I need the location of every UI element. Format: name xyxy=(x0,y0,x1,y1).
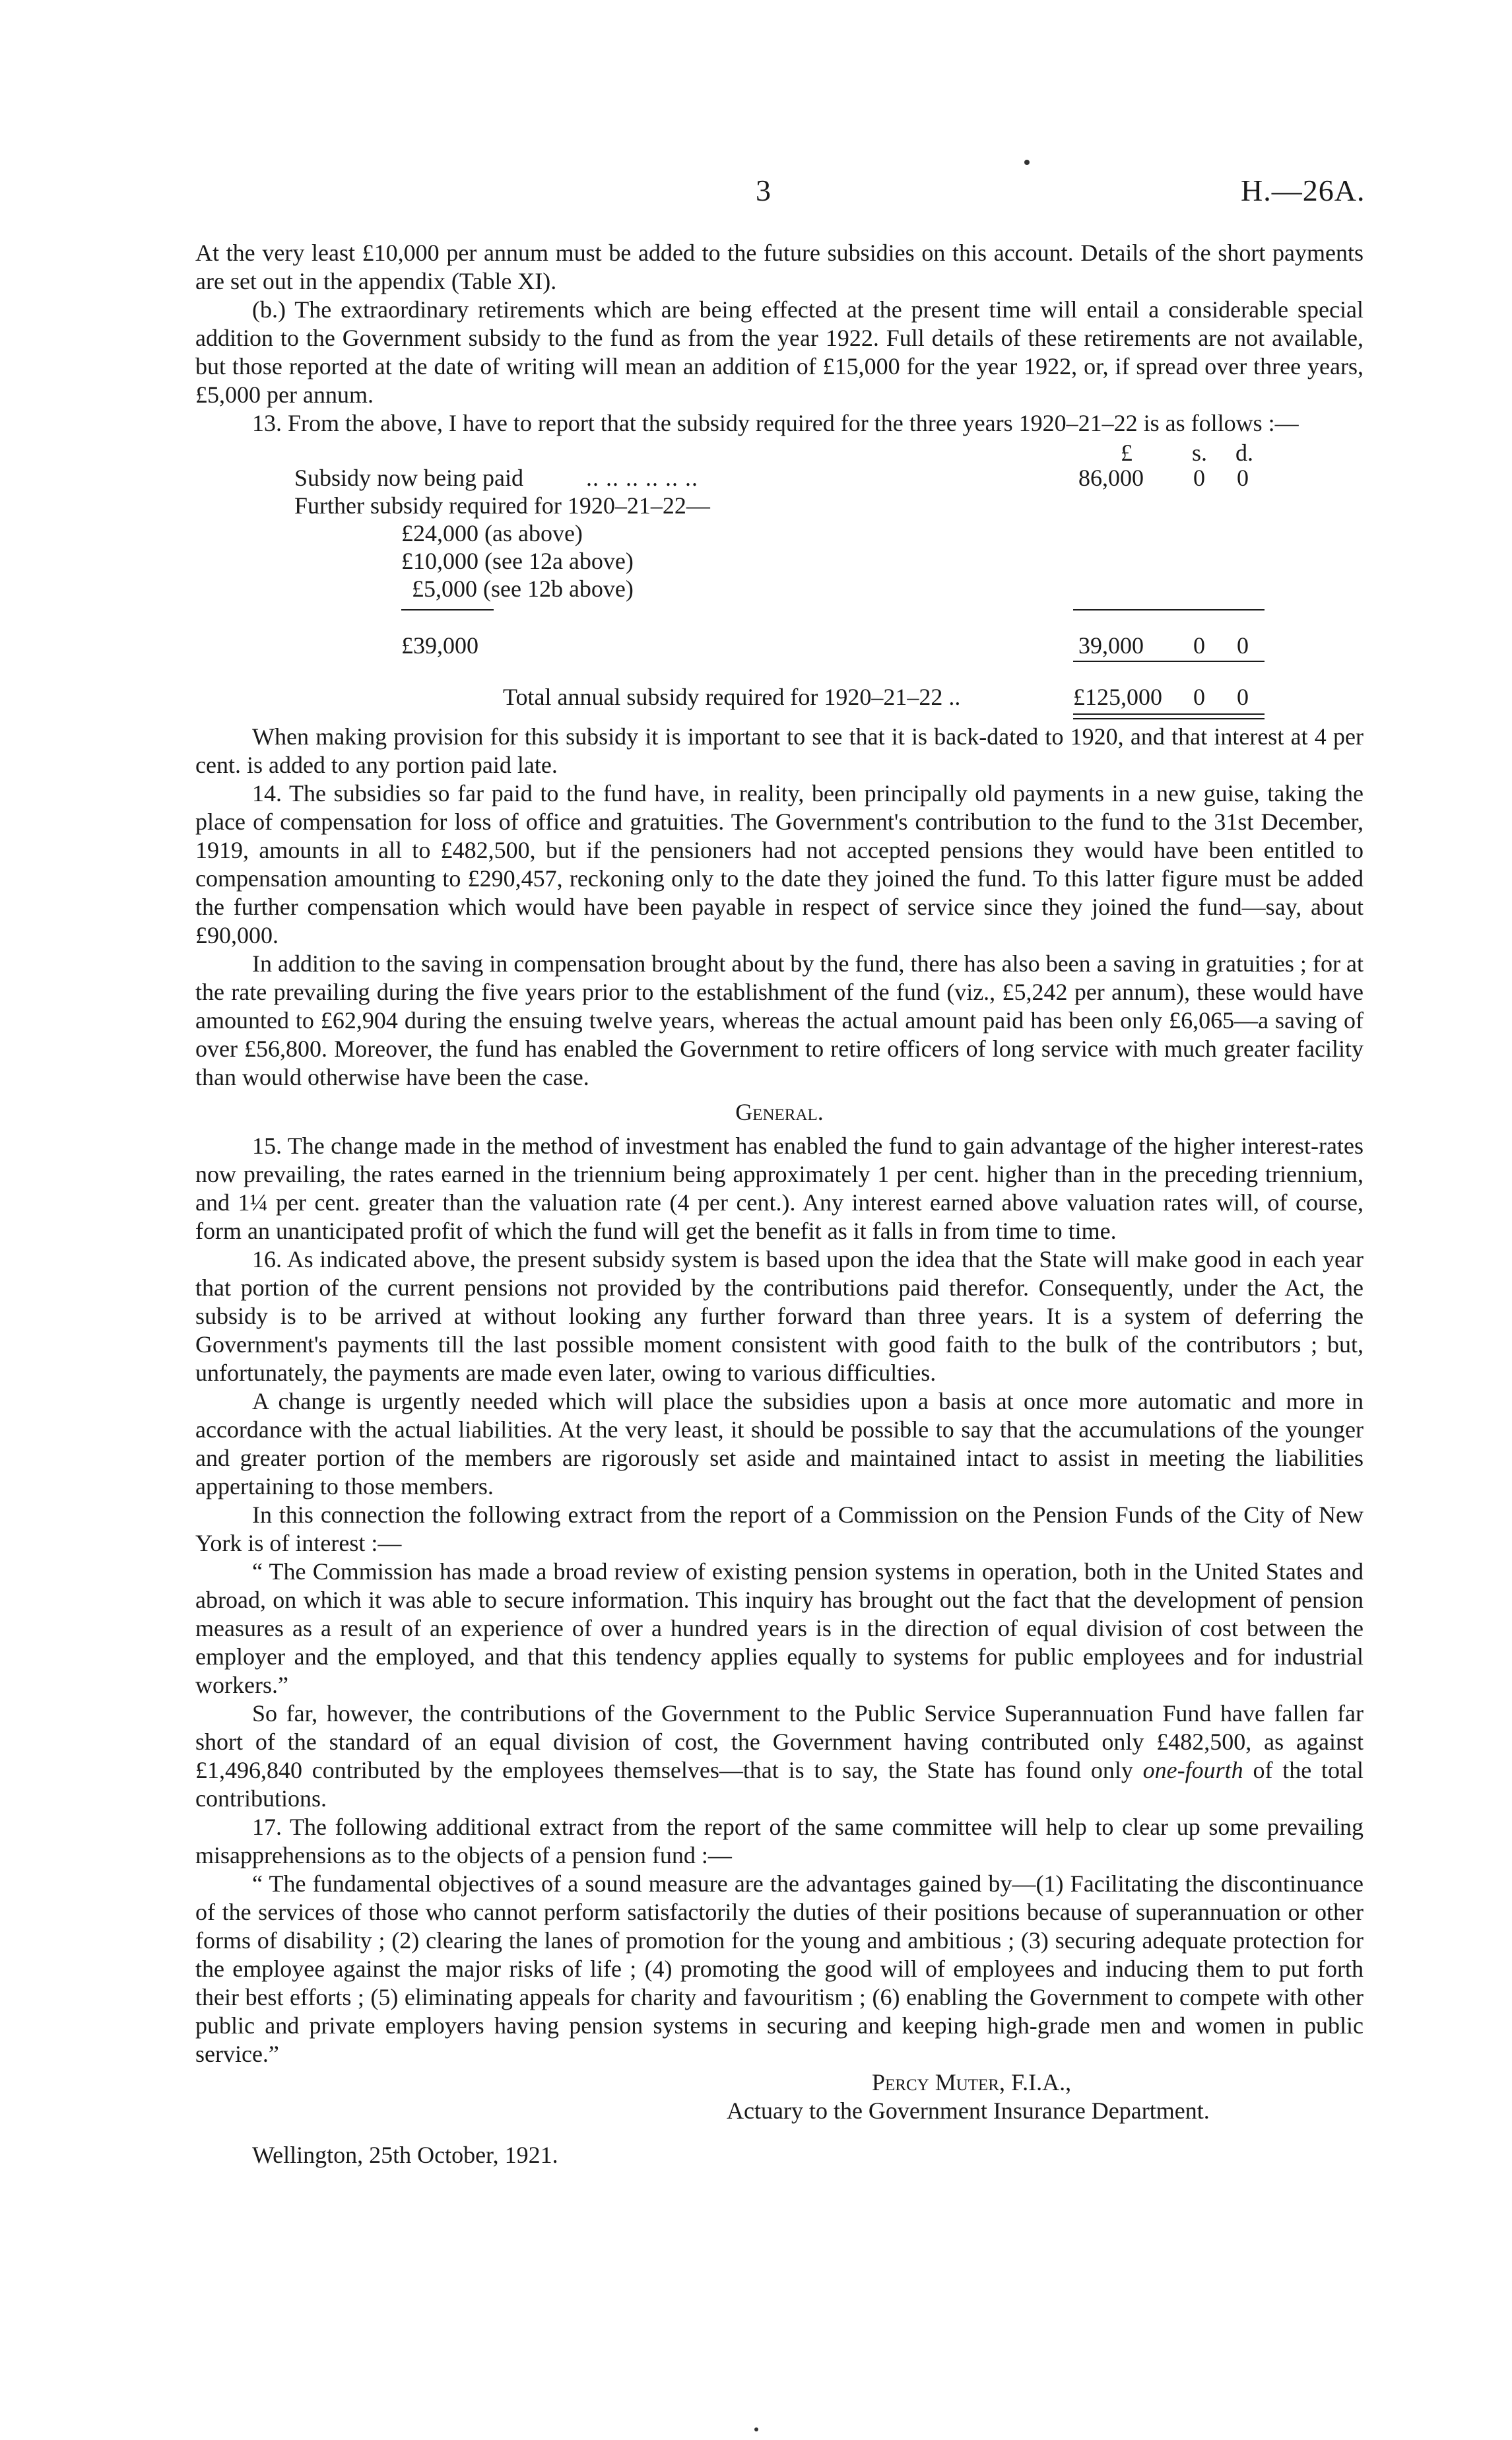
row-further-shillings: 0 xyxy=(1193,632,1205,659)
paragraph-objectives-quote: “ The fundamental objectives of a sound measure are the advantages gained by—(1) Facilitating the discontinuance of the services of those who cannot perform satisfactorily the duties of their positions because of superannuation or other forms of disability ; (2) clearing the lanes of promotion for the young and ambitious ; (3) securing adequate protection for the employee against the major risks of life ; (4) promoting the good will of employees and inducing them to put forth their best efforts ; (5) eliminating appeals for charity and favouritism ; (6) enabling the Government to compete with other public and private employers having pension systems in securing and keeping high-grade men and women in public service.” xyxy=(195,1870,1364,2067)
row-subsidy-now-label: Subsidy now being paid xyxy=(294,465,523,491)
subtotal-rule xyxy=(401,609,494,610)
row-subsidy-now-pence: 0 xyxy=(1237,465,1249,491)
document-reference: H.—26A. xyxy=(1241,174,1365,207)
row-further-pounds: 39,000 xyxy=(1078,632,1144,659)
paragraph-one-fourth-text-a: So far, however, the contributions of the Government to the Public Service Superannuation Fund have fallen far short of the standard of an equal division of cost, the Government having contributed only £482,500, as against £1,496,840 contributed by the employees themselves—that is to say, the State has found only xyxy=(195,1700,1364,1783)
row-subsidy-now-leader: .. .. .. .. .. .. xyxy=(586,465,698,491)
speck-mark-bottom xyxy=(754,2427,758,2431)
total-double-rule xyxy=(1073,713,1265,719)
place-and-date: Wellington, 25th October, 1921. xyxy=(252,2142,558,2168)
col-header-shillings: s. xyxy=(1192,440,1208,466)
speck-mark xyxy=(1024,160,1030,165)
paragraph-14: 14. The subsidies so far paid to the fund have, in reality, been principally old payments in a new guise, taking the place of compensation for loss of office and gratuities. The Government's contribution to the fund to the 31st December, 1919, amounts in all to £482,500, but if the pensioners had not accepted pensions they would have been entitled to compensation amounting to £290,457, reckoning only to the date they joined the fund. To this latter figure must be added the further compensation which would have been payable in respect of service since they joined the fund—say, about £90,000. xyxy=(195,780,1364,948)
signature-block xyxy=(195,2068,1364,2174)
row-further-pence: 0 xyxy=(1237,632,1249,659)
section-heading-general: General. xyxy=(735,1099,824,1125)
row-further-subsidy-label: Further subsidy required for 1920–21–22— xyxy=(294,492,710,519)
one-fourth-emphasis: one-fourth xyxy=(1142,1757,1243,1783)
sub-item-10000: £10,000 (see 12a above) xyxy=(401,548,634,574)
total-pounds: £125,000 xyxy=(1073,684,1162,710)
paragraph-13: 13. From the above, I have to report that the subsidy required for the three years 1920–21–22 is as follows :— xyxy=(252,410,1299,436)
paragraph-change-needed: A change is urgently needed which will place the subsidies upon a basis at once more automatic and more in accordance with the actual liabilities. At the very least, it should be possible to say that the accumulations of the younger and greater portion of the members are rigorously set aside and maintained intact to assist in meeting the liabilities appertaining to those members. xyxy=(195,1388,1364,1500)
signatory-title: Actuary to the Government Insurance Department. xyxy=(727,2097,1210,2124)
amount-rule xyxy=(1073,609,1265,610)
sub-item-24000: £24,000 (as above) xyxy=(401,520,583,546)
paragraph-16: 16. As indicated above, the present subsidy system is based upon the idea that the State will make good in each year that portion of the current pensions not provided by the contributions paid therefor. Consequently, under the Act, the subsidy is to be arrived at without looking any further forward than three years. It is a system of deferring the Government's payments till the last possible moment consistent with good faith to the bulk of the contributors ; but, unfortunately, the payments are made even later, owing to various difficulties. xyxy=(195,1246,1364,1386)
col-header-pence: d. xyxy=(1235,440,1253,466)
paragraph-short-payments: At the very least £10,000 per annum must be added to the future subsidies on this account. Details of the short payments are set out in the appendix (Table XI). xyxy=(195,240,1364,294)
paragraph-commission-quote: “ The Commission has made a broad review of existing pension systems in operation, both in the United States and abroad, on which it was able to secure information. This inquiry has brought out the fact that the development of pension measures as a result of an experience of over a hundred years is in the direction of equal division of cost between the employer and the employed, and that this tendency applies equally to systems for public employees and for industrial workers.” xyxy=(195,1558,1364,1698)
subtotal-39000: £39,000 xyxy=(401,632,478,659)
signatory-name: Percy Muter, F.I.A., xyxy=(872,2069,1072,2095)
paragraph-15: 15. The change made in the method of investment has enabled the fund to gain advantage of the higher interest-rates now prevailing, the rates earned in the triennium being approximately 1 per cent. higher than in the preceding triennium, and 1¼ per cent. greater than the valuation rate (4 per cent.). Any interest earned above valuation rates will, of course, form an unanticipated profit of which the fund will get the benefit as it falls in from time to time. xyxy=(195,1133,1364,1244)
total-shillings: 0 xyxy=(1193,684,1205,710)
row-subsidy-now-pounds: 86,000 xyxy=(1078,465,1144,491)
paragraph-new-york-intro: In this connection the following extract from the report of a Commission on the Pension Funds of the City of New York is of interest :— xyxy=(195,1501,1364,1556)
body-text xyxy=(195,239,1364,2174)
paragraph-extraordinary-retirements: (b.) The extraordinary retirements which are being effected at the present time will entail a considerable special addition to the Government subsidy to the fund as from the year 1922. Full details of these retirements are not available, but those reported at the date of writing will mean an addition of £15,000 for the year 1922, or, if spread over three years, £5,000 per annum. xyxy=(195,296,1364,408)
row-subsidy-now-shillings: 0 xyxy=(1193,465,1205,491)
paragraph-one-fourth xyxy=(195,1699,1364,1813)
sub-item-5000: £5,000 (see 12b above) xyxy=(412,576,634,602)
col-header-pounds: £ xyxy=(1121,440,1133,466)
subsidy-table xyxy=(195,439,1364,723)
total-pence: 0 xyxy=(1237,684,1249,710)
total-label: Total annual subsidy required for 1920–21–22 .. xyxy=(503,684,961,710)
paragraph-17: 17. The following additional extract from the report of the same committee will help to clear up some prevailing misapprehensions as to the objects of a pension fund :— xyxy=(195,1814,1364,1868)
paragraph-back-dated: When making provision for this subsidy it is important to see that it is back-dated to 1920, and that interest at 4 per cent. is added to any portion paid late. xyxy=(195,723,1364,778)
total-top-rule xyxy=(1073,661,1265,662)
paragraph-gratuities: In addition to the saving in compensation brought about by the fund, there has also been a saving in gratuities ; for at the rate prevailing during the five years prior to the establishment of the fund (viz., £5,242 per annum), these would have amounted to £62,904 during the ensuing twelve years, whereas the actual amount paid has been only £6,065—a saving of over £56,800. Moreover, the fund has enabled the Government to retire officers of long service with much greater facility than would otherwise have been the case. xyxy=(195,950,1364,1090)
page-number: 3 xyxy=(756,174,771,207)
paragraph-one-fourth-text-b: of the total contributions. xyxy=(195,1757,1364,1812)
